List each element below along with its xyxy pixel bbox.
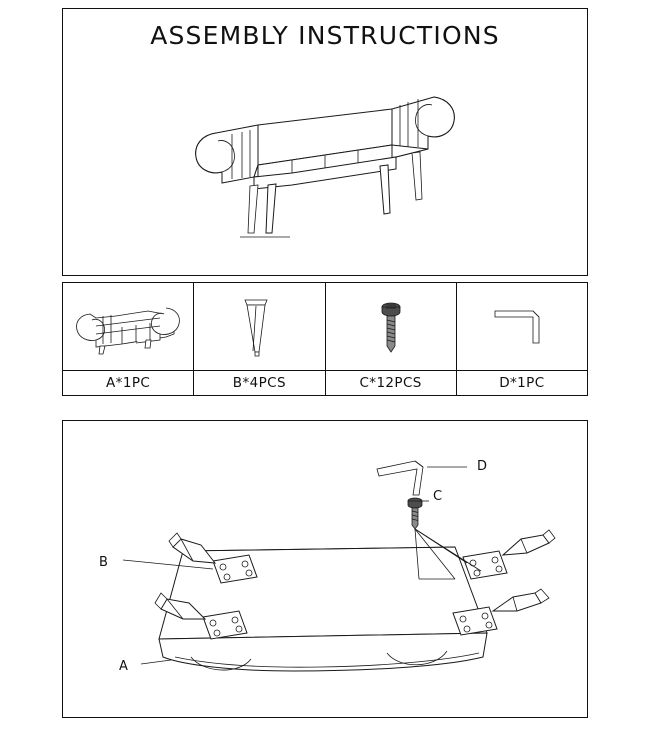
part-cell-d <box>457 283 587 395</box>
bench-body-icon <box>63 283 193 370</box>
wooden-leg-icon <box>194 283 324 370</box>
part-label-d: D*1PC <box>457 370 587 395</box>
part-cell-c <box>326 283 457 395</box>
hero-panel <box>62 8 588 276</box>
allen-wrench-icon <box>457 283 587 370</box>
page-title: ASSEMBLY INSTRUCTIONS <box>150 21 500 50</box>
part-label-c: C*12PCS <box>326 370 456 395</box>
part-label-b: B*4PCS <box>194 370 324 395</box>
bolt-screw-icon <box>326 283 456 370</box>
callout-b: B <box>99 555 109 570</box>
callout-a: A <box>119 659 129 674</box>
part-label-a: A*1PC <box>63 370 193 395</box>
part-cell-b <box>194 283 325 395</box>
callout-c: C <box>433 489 443 504</box>
parts-list <box>62 282 588 396</box>
bench-illustration <box>180 73 470 243</box>
bench-underside-assembly-diagram <box>63 421 587 717</box>
assembly-panel <box>62 420 588 718</box>
callout-d: D <box>477 459 488 474</box>
part-cell-a <box>63 283 194 395</box>
